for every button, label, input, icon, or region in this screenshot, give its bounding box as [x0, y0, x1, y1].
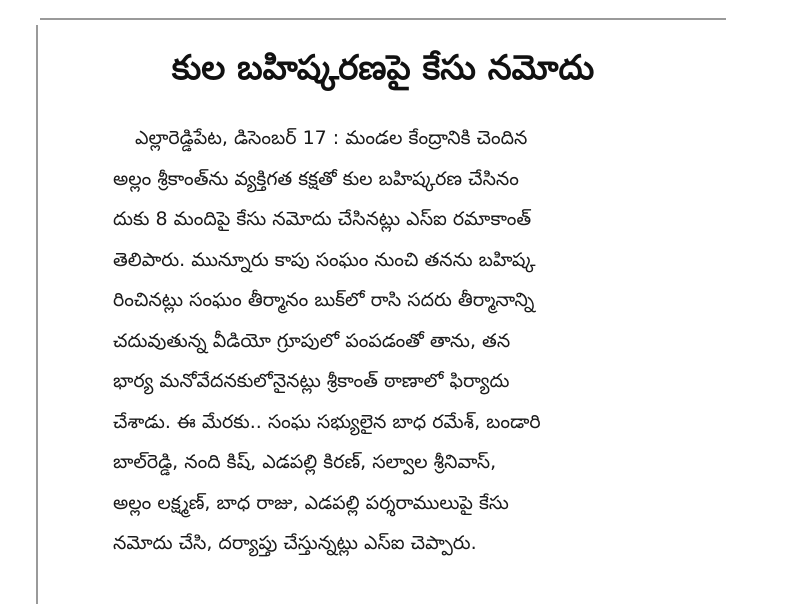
article-line: ఎల్లారెడ్డిపేట, డిసెంబర్ 17 : మండల కేంద్రానికి చెందిన: [135, 127, 528, 149]
article-line: భార్య మనోవేదనకులోనైనట్లు శ్రీకాంత్ ఠాణాలో ఫిర్యాదు: [113, 370, 510, 392]
article-line: తెలిపారు. మున్నూరు కాపు సంఘం నుంచి తనను బహిష్క: [113, 248, 536, 271]
article-line: అల్లం లక్ష్మణ్, బాధ రాజు, ఎడపల్లి పర్శరాములుపై కేసు: [113, 491, 509, 514]
article-line: చేశాడు. ఈ మేరకు.. సంఘ సభ్యులైన బాధ రమేశ్, బండారి: [113, 410, 541, 433]
article-line: రించినట్లు సంఘం తీర్మానం బుక్‌లో రాసి సదరు తీర్మానాన్ని: [113, 289, 535, 311]
article-line: దుకు 8 మందిపై కేసు నమోదు చేసినట్లు ఎస్ఐ రమాకాంత్: [113, 208, 532, 230]
article-line: అల్లం శ్రీకాంత్‌ను వ్యక్తిగత కక్షతో కుల బహిష్కరణ చేసినం: [113, 167, 519, 190]
article-body: [113, 118, 733, 564]
article-line: చదువుతున్న వీడియో గ్రూపులో పంపడంతో తాను, తన: [113, 329, 511, 352]
article-line: బాల్‌రెడ్డి, నంది కిష్, ఎడపల్లి కిరణ్, సల్వాల శ్రీనివాస్,: [113, 451, 497, 473]
article-headline: కుల బహిష్కరణపై కేసు నమోదు: [171, 48, 595, 88]
left-column-divider: [36, 25, 38, 604]
article-line: నమోదు చేసి, దర్యాప్తు చేస్తున్నట్లు ఎస్ఐ చెప్పారు.: [113, 532, 477, 554]
top-divider: [40, 18, 726, 20]
